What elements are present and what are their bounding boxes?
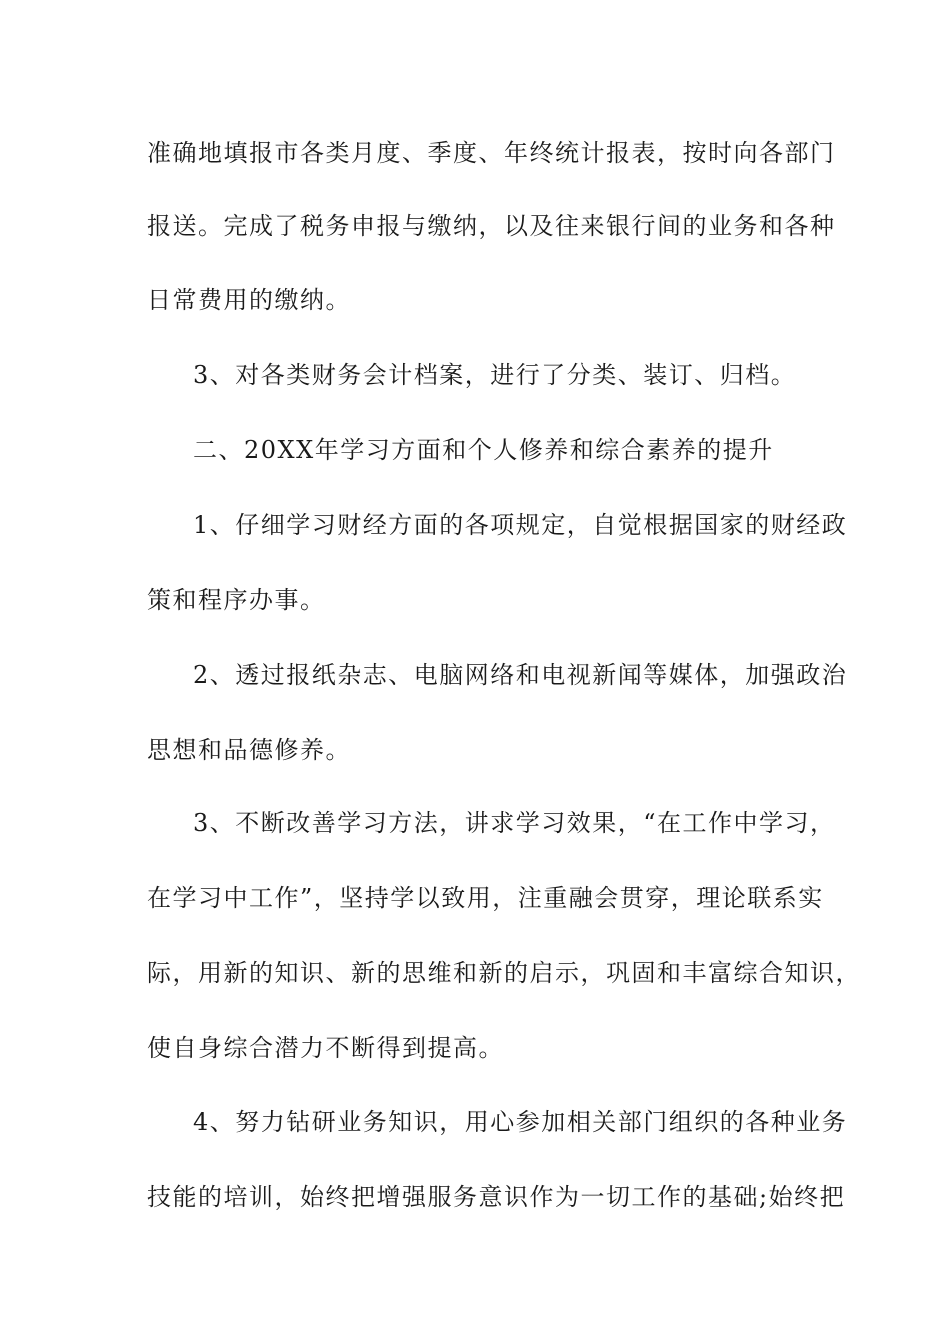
text-line-2: 报送。完成了税务申报与缴纳，以及往来银行间的业务和各种 [147, 212, 836, 240]
section-heading: 二、20XX年学习方面和个人修养和综合素养的提升 [193, 436, 774, 464]
text-line-13: 使自身综合潜力不断得到提高。 [147, 1034, 504, 1062]
text-line-9: 思想和品德修养。 [147, 736, 351, 764]
text-line-12: 际，用新的知识、新的思维和新的启示，巩固和丰富综合知识， [147, 959, 861, 987]
text-line-8: 2、透过报纸杂志、电脑网络和电视新闻等媒体，加强政治 [193, 661, 848, 689]
text-line-3: 日常费用的缴纳。 [147, 286, 351, 314]
text-line-15: 技能的培训，始终把增强服务意识作为一切工作的基础;始终把 [147, 1183, 846, 1211]
text-line-11: 在学习中工作”，坚持学以致用，注重融会贯穿，理论联系实 [147, 884, 824, 912]
text-line-6: 1、仔细学习财经方面的各项规定，自觉根据国家的财经政 [193, 511, 848, 539]
text-line-14: 4、努力钻研业务知识，用心参加相关部门组织的各种业务 [193, 1108, 848, 1136]
text-line-4: 3、对各类财务会计档案，进行了分类、装订、归档。 [193, 361, 797, 389]
text-line-1: 准确地填报市各类月度、季度、年终统计报表，按时向各部门 [147, 139, 836, 167]
text-line-10: 3、不断改善学习方法，讲求学习效果，“在工作中学习， [193, 809, 836, 837]
text-line-7: 策和程序办事。 [147, 586, 326, 614]
